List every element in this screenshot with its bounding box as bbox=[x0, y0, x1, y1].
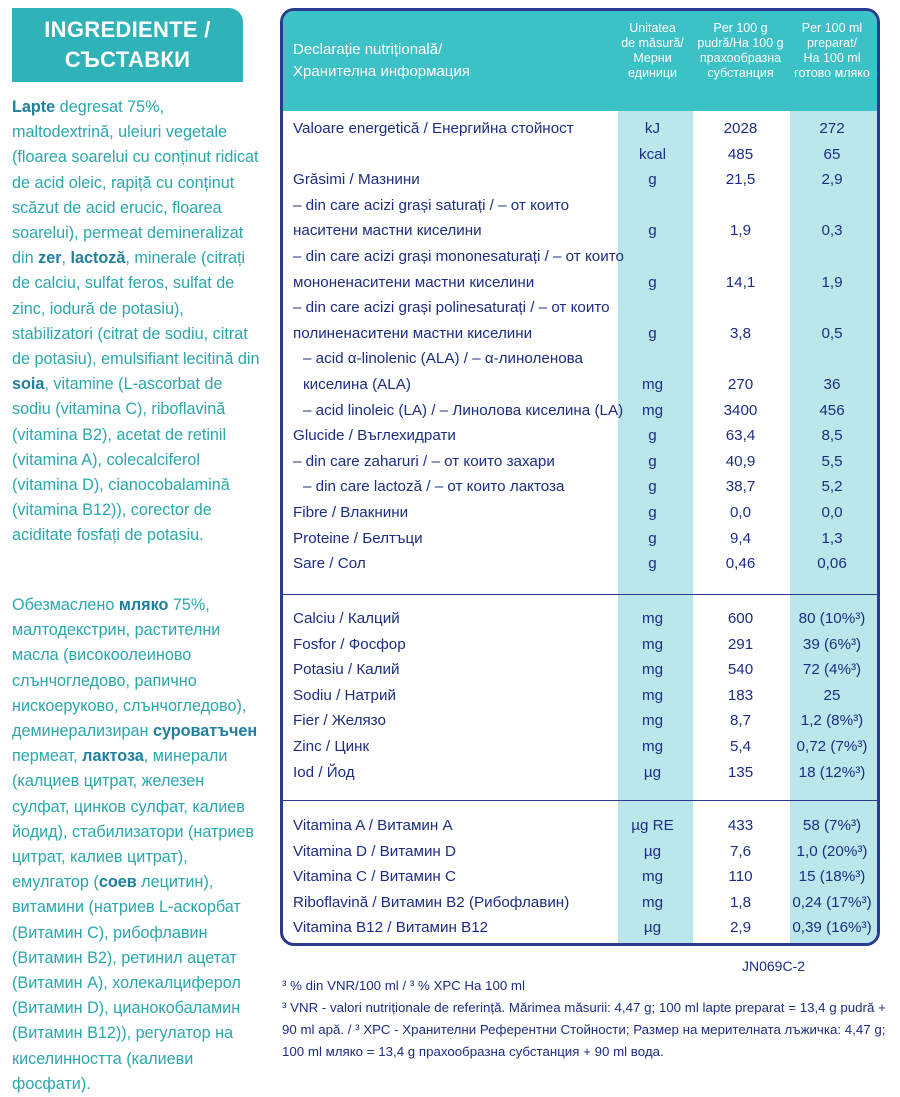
table-row bbox=[283, 917, 877, 942]
per-100ml-cell: 1,9 bbox=[821, 273, 843, 291]
per-100g-cell: 433 bbox=[727, 817, 754, 834]
table-row bbox=[283, 685, 877, 710]
table-row bbox=[283, 144, 877, 169]
table-row bbox=[283, 374, 877, 399]
allergen-mlyako: мляко bbox=[118, 596, 169, 614]
per-100g-cell: 3,8 bbox=[729, 324, 752, 342]
per-100g-cell: 135 bbox=[727, 763, 754, 781]
header-line: Мерни bbox=[633, 51, 672, 65]
per-100ml-cell: 0,06 bbox=[817, 555, 847, 573]
unit-cell: mg bbox=[641, 893, 664, 911]
per-100g-cell: 2028 bbox=[723, 120, 758, 137]
per-100g-cell: 21,5 bbox=[725, 171, 756, 189]
unit-cell: g bbox=[648, 504, 657, 521]
per-100ml-cell: 15 (18%³) bbox=[798, 868, 866, 886]
unit-cell: mg bbox=[641, 376, 664, 393]
per-100ml-cell: 2,9 bbox=[821, 171, 843, 189]
header-line: Per 100 g bbox=[713, 21, 768, 35]
unit-cell: mg bbox=[641, 712, 664, 730]
nutrient-name: – acid linoleic (LA) / – Линолова киселина (LA) bbox=[303, 401, 624, 419]
allergen-laktoza: лактоза bbox=[82, 747, 144, 766]
per-100g-cell: 7,6 bbox=[729, 842, 752, 860]
nutrient-name: Fier / Желязо bbox=[293, 712, 386, 730]
footnote-1: ³ % din VNR/100 ml / ³ % ХРС На 100 ml bbox=[282, 978, 525, 993]
text-run: , bbox=[61, 249, 71, 268]
unit-cell: µg bbox=[643, 919, 662, 937]
table-row bbox=[283, 866, 877, 891]
per-100ml-cell: 0,72 (7%³) bbox=[796, 738, 868, 755]
per-100g-cell: 0,46 bbox=[725, 555, 756, 573]
table-row bbox=[283, 659, 877, 684]
table-row bbox=[283, 323, 877, 348]
nutrient-name: Proteine / Белтъци bbox=[293, 529, 423, 547]
table-row bbox=[283, 169, 877, 194]
per-100ml-cell: 58 (7%³) bbox=[802, 817, 862, 834]
table-row bbox=[283, 400, 877, 425]
header-per-100ml bbox=[788, 21, 876, 81]
nutrient-name: Vitamina C / Витамин C bbox=[293, 868, 457, 886]
nutrient-name: наситени мастни киселини bbox=[293, 222, 482, 240]
header-per-100g bbox=[693, 21, 788, 81]
ingredients-text-ro bbox=[12, 95, 262, 549]
table-row bbox=[283, 762, 877, 787]
table-row bbox=[283, 476, 877, 501]
table-row bbox=[283, 297, 877, 322]
per-100g-cell: 110 bbox=[728, 868, 753, 886]
nutrient-name: Grăsimi / Мазнини bbox=[293, 171, 420, 189]
unit-cell: g bbox=[648, 273, 657, 291]
allergen-lapte: Lapte bbox=[12, 98, 56, 116]
allergen-surovatachen: суроватъчен bbox=[152, 722, 258, 741]
unit-cell: mg bbox=[641, 661, 664, 679]
ingredients-text-bg bbox=[12, 593, 262, 1097]
nutrient-name: – din care acizi grași saturați / – от които bbox=[293, 196, 570, 214]
text-run: 75%, малтодекстрин, растителни масла (високоолеиново слънчогледово, рапично нискоеруково, слънчогледово), деминерализиран bbox=[12, 596, 247, 741]
text-run: лецитин), витамини (натриев L-аскорбат (Витамин C), рибофлавин (Витамин B2), ретинил ацетат (Витамин A), холекалциферол (Витамин D), цианокобаламин (Витамин B12)), регулатор на киселинността (калиеви фосфати). bbox=[12, 873, 241, 1093]
header-line: de măsură/ bbox=[621, 36, 684, 50]
nutrient-name: Vitamina A / Витамин A bbox=[293, 817, 453, 834]
table-row bbox=[283, 502, 877, 527]
unit-cell: g bbox=[648, 171, 657, 189]
per-100g-cell: 5,4 bbox=[729, 738, 752, 755]
header-line: Unitatea bbox=[629, 21, 676, 35]
per-100g-cell: 2,9 bbox=[729, 919, 752, 937]
table-row bbox=[283, 246, 877, 271]
nutrient-name: Fibre / Влакнини bbox=[293, 504, 409, 521]
per-100g-cell: 183 bbox=[727, 686, 754, 704]
unit-cell: g bbox=[648, 222, 657, 240]
per-100ml-cell: 0,5 bbox=[821, 324, 843, 342]
ingredients-header-ro: INGREDIENTE / bbox=[44, 17, 211, 42]
unit-cell: mg bbox=[641, 738, 664, 755]
per-100ml-cell: 25 bbox=[823, 686, 841, 704]
per-100ml-cell: 5,2 bbox=[821, 478, 843, 496]
header-line: Per 100 ml bbox=[801, 21, 863, 35]
per-100ml-cell: 0,3 bbox=[821, 222, 843, 240]
header-line: прахообразна bbox=[699, 51, 782, 65]
allergen-soia: soia bbox=[12, 375, 45, 394]
nutrient-name: Iod / Йод bbox=[293, 763, 355, 781]
nutrient-name: Vitamina D / Витамин D bbox=[293, 842, 457, 860]
unit-cell: kcal bbox=[638, 145, 666, 163]
nutrition-table bbox=[280, 8, 880, 946]
nutrient-name: Sodiu / Натрий bbox=[293, 686, 396, 704]
per-100g-cell: 270 bbox=[727, 376, 754, 393]
header-line: preparat/ bbox=[806, 36, 858, 50]
unit-cell: g bbox=[648, 324, 657, 342]
text-run: , минерали (калциев цитрат, железен сулфат, цинков сулфат, калиев йодид), стабилизатори (натриев цитрат, калиев цитрат), емулгатор ( bbox=[12, 747, 255, 892]
table-row bbox=[283, 608, 877, 633]
table-row bbox=[283, 634, 877, 659]
unit-cell: mg bbox=[641, 686, 664, 704]
nutrient-name: – acid α-linolenic (ALA) / – α-линоленова bbox=[303, 350, 583, 368]
header-declaration-bg: Хранителна информация bbox=[293, 63, 470, 80]
unit-cell: mg bbox=[641, 868, 664, 886]
unit-cell: g bbox=[648, 555, 657, 573]
per-100ml-cell: 8,5 bbox=[821, 427, 843, 445]
nutrient-name: – din care zaharuri / – от които захари bbox=[293, 452, 555, 470]
per-100g-cell: 8,7 bbox=[729, 712, 752, 730]
per-100g-cell: 9,4 bbox=[729, 529, 752, 547]
per-100ml-cell: 0,39 (16%³) bbox=[792, 919, 872, 937]
table-row bbox=[283, 710, 877, 735]
footnote-2: ³ VNR - valori nutriționale de referință. Mărimea măsurii: 4,47 g; 100 ml lapte preparat = 13,4 g pudră + 90 ml apă. / ³ ХРС - Хранителни Референтни Стойности; Размер на мерителната лъжичка: 4,47 g; 100 ml мляко = 13,4 g прахообразна субстанция + 90 ml вода. bbox=[282, 1000, 886, 1059]
header-line: готово мляко bbox=[794, 66, 870, 80]
nutrient-name: – din care acizi grași polinesaturați / – от които bbox=[293, 299, 610, 317]
allergen-soev: соев bbox=[98, 873, 137, 892]
ingredients-header bbox=[12, 8, 243, 82]
per-100ml-cell: 80 (10%³) bbox=[798, 610, 866, 627]
table-row bbox=[283, 272, 877, 297]
per-100g-cell: 291 bbox=[727, 635, 754, 653]
table-row bbox=[283, 451, 877, 476]
header-declaration bbox=[293, 39, 470, 83]
per-100g-cell: 3400 bbox=[723, 401, 758, 419]
unit-cell: g bbox=[648, 529, 657, 547]
unit-cell: mg bbox=[641, 635, 664, 653]
table-row bbox=[283, 892, 877, 917]
nutrient-name: Vitamina B12 / Витамин B12 bbox=[293, 919, 489, 937]
header-declaration-ro: Declarație nutrițională/ bbox=[293, 41, 443, 58]
text-run: degresat 75%, maltodextrină, uleiuri vegetale (floarea soarelui cu conținut ridicat de acid oleic, rapiță cu conținut scăzut de acid erucic, floarea soarelui), permeat demineralizat din bbox=[12, 98, 259, 268]
allergen-zer: zer bbox=[38, 249, 62, 268]
per-100g-cell: 485 bbox=[727, 145, 754, 163]
text-run: пермеат, bbox=[12, 747, 83, 766]
unit-cell: mg bbox=[641, 401, 664, 419]
table-row bbox=[283, 553, 877, 578]
nutrient-name: Valoare energetică / Енергийна стойност bbox=[293, 120, 574, 137]
table-row bbox=[283, 195, 877, 220]
nutrient-name: – din care lactoză / – от които лактоза bbox=[303, 478, 565, 496]
per-100ml-cell: 18 (12%³) bbox=[798, 763, 866, 781]
table-row bbox=[283, 736, 877, 761]
nutrient-name: Sare / Сол bbox=[293, 555, 366, 573]
allergen-lactoza: lactoză bbox=[70, 249, 126, 268]
per-100ml-cell: 36 bbox=[823, 376, 841, 393]
per-100ml-cell: 39 (6%³) bbox=[802, 635, 862, 653]
table-header bbox=[283, 11, 877, 111]
per-100ml-cell: 272 bbox=[819, 120, 845, 137]
per-100ml-cell: 5,5 bbox=[821, 452, 843, 470]
per-100g-cell: 1,8 bbox=[729, 893, 752, 911]
text-run: , minerale (citrați de calciu, sulfat feros, sulfat de zinc, iodură de potasiu), stabilizatori (citrat de sodiu, citrat de potasiu), emulsifiant lecitină din bbox=[12, 249, 260, 369]
header-unit bbox=[615, 21, 690, 81]
header-line: pudră/На 100 g bbox=[697, 36, 784, 50]
per-100ml-cell: 0,0 bbox=[821, 504, 843, 521]
table-row bbox=[283, 118, 877, 143]
table-row bbox=[283, 425, 877, 450]
table-row bbox=[283, 528, 877, 553]
table-row bbox=[283, 841, 877, 866]
nutrient-name: – din care acizi grași mononesaturați / – от които bbox=[293, 248, 624, 265]
per-100ml-cell: 65 bbox=[823, 145, 841, 163]
per-100g-cell: 40,9 bbox=[725, 452, 756, 470]
table-row bbox=[283, 348, 877, 373]
per-100g-cell: 38,7 bbox=[725, 478, 756, 496]
nutrient-name: киселина (ALA) bbox=[303, 376, 411, 393]
per-100g-cell: 600 bbox=[727, 610, 754, 627]
nutrient-name: Riboflavină / Витамин B2 (Рибофлавин) bbox=[293, 893, 570, 911]
per-100g-cell: 1,9 bbox=[729, 222, 752, 240]
per-100g-cell: 63,4 bbox=[725, 427, 756, 445]
nutrient-name: Calciu / Калций bbox=[293, 610, 400, 627]
nutrient-name: Zinc / Цинк bbox=[293, 738, 370, 755]
unit-cell: mg bbox=[641, 610, 664, 627]
unit-cell: g bbox=[648, 427, 657, 445]
per-100ml-cell: 72 (4%³) bbox=[802, 661, 862, 679]
table-row bbox=[283, 220, 877, 245]
text-run: , vitamine (L-ascorbat de sodiu (vitamina C), riboflavină (vitamina B2), acetat de retinil (vitamina A), colecalciferol (vitamina D), cianocobalamină (vitamina B12)), corector de aciditate fosfați de potasiu. bbox=[12, 375, 230, 545]
unit-cell: g bbox=[648, 452, 657, 470]
nutrient-name: мононенаситени мастни киселини bbox=[293, 273, 535, 291]
unit-cell: kJ bbox=[644, 120, 661, 137]
header-line: единици bbox=[628, 66, 677, 80]
nutrient-name: Fosfor / Фосфор bbox=[293, 635, 406, 653]
unit-cell: g bbox=[648, 478, 657, 496]
per-100g-cell: 14,1 bbox=[725, 273, 756, 291]
per-100ml-cell: 1,3 bbox=[821, 529, 843, 547]
table-row bbox=[283, 815, 877, 840]
unit-cell: µg RE bbox=[631, 817, 674, 834]
nutrient-name: Potasiu / Калий bbox=[293, 661, 400, 679]
unit-cell: µg bbox=[643, 842, 662, 860]
nutrient-name: Glucide / Въглехидрати bbox=[293, 427, 456, 445]
section-divider bbox=[283, 800, 877, 801]
text-run: Обезмаслено bbox=[12, 596, 119, 614]
product-code: JN069C-2 bbox=[742, 958, 806, 974]
per-100g-cell: 540 bbox=[727, 661, 754, 679]
per-100ml-cell: 1,2 (8%³) bbox=[800, 712, 864, 730]
nutrient-name: полиненаситени мастни киселини bbox=[293, 324, 533, 342]
unit-cell: µg bbox=[643, 763, 662, 781]
section-divider bbox=[283, 594, 877, 595]
per-100ml-cell: 1,0 (20%³) bbox=[796, 842, 868, 860]
header-line: субстанция bbox=[707, 66, 774, 80]
ingredients-header-bg: СЪСТАВКИ bbox=[64, 47, 191, 72]
header-line: На 100 ml bbox=[803, 51, 861, 65]
per-100ml-cell: 0,24 (17%³) bbox=[792, 893, 872, 911]
per-100ml-cell: 456 bbox=[819, 401, 845, 419]
per-100g-cell: 0,0 bbox=[729, 504, 752, 521]
